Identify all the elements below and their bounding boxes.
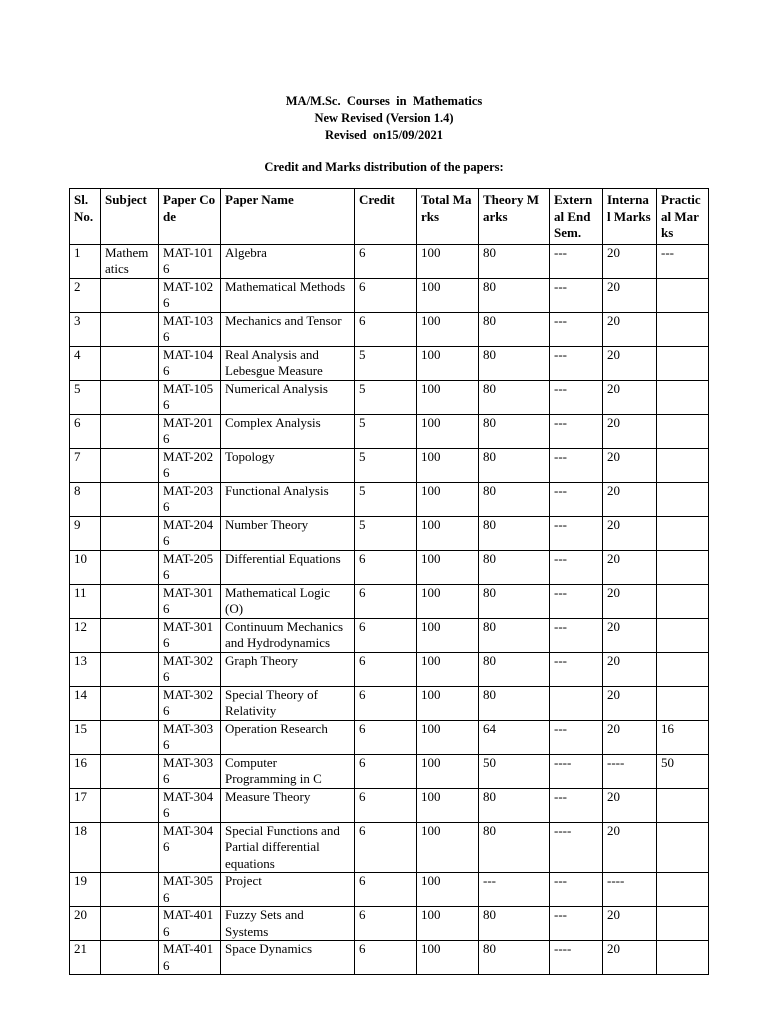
internal-marks-cell: 20	[603, 584, 657, 618]
internal-marks-cell: 20	[603, 312, 657, 346]
sl-no-cell: 21	[70, 941, 101, 975]
practical-marks-cell	[657, 941, 709, 975]
practical-marks-cell	[657, 652, 709, 686]
theory-marks-cell: 80	[479, 550, 550, 584]
theory-marks-cell: 64	[479, 720, 550, 754]
total-marks-cell: 100	[417, 652, 479, 686]
table-row	[70, 380, 709, 414]
total-marks-cell: 100	[417, 448, 479, 482]
paper-code-cell: MAT-2036	[159, 482, 221, 516]
paper-code-cell: MAT-4016	[159, 941, 221, 975]
subject-cell	[101, 941, 159, 975]
theory-marks-cell: 50	[479, 754, 550, 788]
header-cell: Practical Marks	[657, 189, 709, 245]
practical-marks-cell	[657, 550, 709, 584]
table-row	[70, 652, 709, 686]
paper-code-cell: MAT-1046	[159, 346, 221, 380]
table-row	[70, 941, 709, 975]
practical-marks-cell	[657, 380, 709, 414]
external-cell: ---	[550, 873, 603, 907]
paper-code-cell: MAT-2046	[159, 516, 221, 550]
internal-marks-cell: 20	[603, 346, 657, 380]
practical-marks-cell	[657, 584, 709, 618]
paper-name-cell: Complex Analysis	[221, 414, 355, 448]
practical-marks-cell	[657, 278, 709, 312]
practical-marks-cell	[657, 312, 709, 346]
theory-marks-cell: 80	[479, 618, 550, 652]
subject-cell	[101, 822, 159, 873]
practical-marks-cell: ---	[657, 244, 709, 278]
sl-no-cell: 3	[70, 312, 101, 346]
header-cell: Internal Marks	[603, 189, 657, 245]
paper-code-cell: MAT-1016	[159, 244, 221, 278]
sl-no-cell: 19	[70, 873, 101, 907]
sl-no-cell: 10	[70, 550, 101, 584]
table-row	[70, 414, 709, 448]
title-line: Revised on15/09/2021	[324, 128, 444, 142]
subject-cell	[101, 312, 159, 346]
paper-code-cell: MAT-3046	[159, 822, 221, 873]
paper-name-cell: Special Theory of Relativity	[221, 686, 355, 720]
table-row	[70, 822, 709, 873]
total-marks-cell: 100	[417, 482, 479, 516]
table-row	[70, 720, 709, 754]
practical-marks-cell	[657, 516, 709, 550]
subject-cell	[101, 873, 159, 907]
external-cell: ---	[550, 278, 603, 312]
total-marks-cell: 100	[417, 550, 479, 584]
table-row	[70, 754, 709, 788]
sl-no-cell: 17	[70, 788, 101, 822]
credit-cell: 6	[355, 754, 417, 788]
credit-cell: 6	[355, 686, 417, 720]
internal-marks-cell: 20	[603, 278, 657, 312]
theory-marks-cell: 80	[479, 516, 550, 550]
paper-name-cell: Graph Theory	[221, 652, 355, 686]
paper-code-cell: MAT-3046	[159, 788, 221, 822]
paper-name-cell: Algebra	[221, 244, 355, 278]
subject-cell	[101, 652, 159, 686]
sl-no-cell: 9	[70, 516, 101, 550]
table-header-row	[70, 189, 709, 245]
paper-code-cell: MAT-3026	[159, 686, 221, 720]
credit-cell: 5	[355, 516, 417, 550]
sl-no-cell: 16	[70, 754, 101, 788]
paper-code-cell: MAT-3036	[159, 754, 221, 788]
total-marks-cell: 100	[417, 720, 479, 754]
theory-marks-cell: 80	[479, 414, 550, 448]
external-cell: ---	[550, 516, 603, 550]
table-row	[70, 618, 709, 652]
external-cell: ---	[550, 720, 603, 754]
theory-marks-cell: 80	[479, 278, 550, 312]
paper-code-cell: MAT-2056	[159, 550, 221, 584]
header-cell: Subject	[101, 189, 159, 245]
course-table	[69, 188, 709, 975]
sl-no-cell: 5	[70, 380, 101, 414]
theory-marks-cell: 80	[479, 244, 550, 278]
paper-name-cell: Mathematical Methods	[221, 278, 355, 312]
paper-name-cell: Measure Theory	[221, 788, 355, 822]
table-row	[70, 550, 709, 584]
practical-marks-cell	[657, 822, 709, 873]
theory-marks-cell: 80	[479, 788, 550, 822]
credit-cell: 6	[355, 618, 417, 652]
total-marks-cell: 100	[417, 941, 479, 975]
credit-cell: 6	[355, 720, 417, 754]
total-marks-cell: 100	[417, 788, 479, 822]
table-row	[70, 907, 709, 941]
sl-no-cell: 20	[70, 907, 101, 941]
total-marks-cell: 100	[417, 584, 479, 618]
total-marks-cell: 100	[417, 278, 479, 312]
title-line: MA/M.Sc. Courses in Mathematics	[285, 94, 483, 108]
external-cell: ---	[550, 482, 603, 516]
total-marks-cell: 100	[417, 907, 479, 941]
theory-marks-cell: 80	[479, 686, 550, 720]
external-cell: ---	[550, 346, 603, 380]
paper-name-cell: Special Functions and Partial differential equations	[221, 822, 355, 873]
external-cell: ----	[550, 754, 603, 788]
paper-code-cell: MAT-3016	[159, 584, 221, 618]
credit-cell: 5	[355, 482, 417, 516]
paper-code-cell: MAT-1026	[159, 278, 221, 312]
paper-name-cell: Differential Equations	[221, 550, 355, 584]
paper-name-cell: Space Dynamics	[221, 941, 355, 975]
subject-cell	[101, 550, 159, 584]
subject-cell	[101, 686, 159, 720]
paper-code-cell: MAT-2016	[159, 414, 221, 448]
total-marks-cell: 100	[417, 244, 479, 278]
total-marks-cell: 100	[417, 414, 479, 448]
credit-cell: 6	[355, 822, 417, 873]
practical-marks-cell: 50	[657, 754, 709, 788]
paper-name-cell: Number Theory	[221, 516, 355, 550]
theory-marks-cell: 80	[479, 907, 550, 941]
credit-cell: 6	[355, 312, 417, 346]
header-cell: Paper Name	[221, 189, 355, 245]
external-cell: ---	[550, 618, 603, 652]
paper-code-cell: MAT-3026	[159, 652, 221, 686]
subject-cell	[101, 482, 159, 516]
credit-cell: 5	[355, 414, 417, 448]
theory-marks-cell: 80	[479, 346, 550, 380]
subject-cell	[101, 788, 159, 822]
credit-cell: 5	[355, 380, 417, 414]
subject-cell	[101, 346, 159, 380]
external-cell: ---	[550, 244, 603, 278]
theory-marks-cell: 80	[479, 584, 550, 618]
table-row	[70, 448, 709, 482]
table-row	[70, 584, 709, 618]
sl-no-cell: 8	[70, 482, 101, 516]
table-row	[70, 312, 709, 346]
table-row	[70, 788, 709, 822]
total-marks-cell: 100	[417, 312, 479, 346]
total-marks-cell: 100	[417, 873, 479, 907]
internal-marks-cell: 20	[603, 788, 657, 822]
sl-no-cell: 13	[70, 652, 101, 686]
paper-name-cell: Operation Research	[221, 720, 355, 754]
theory-marks-cell: 80	[479, 822, 550, 873]
external-cell: ---	[550, 788, 603, 822]
theory-marks-cell: 80	[479, 448, 550, 482]
sl-no-cell: 6	[70, 414, 101, 448]
internal-marks-cell: 20	[603, 550, 657, 584]
practical-marks-cell	[657, 686, 709, 720]
external-cell: ----	[550, 822, 603, 873]
practical-marks-cell	[657, 346, 709, 380]
total-marks-cell: 100	[417, 346, 479, 380]
external-cell: ---	[550, 907, 603, 941]
paper-name-cell: Project	[221, 873, 355, 907]
internal-marks-cell: ----	[603, 754, 657, 788]
paper-code-cell: MAT-1056	[159, 380, 221, 414]
external-cell: ---	[550, 414, 603, 448]
credit-cell: 6	[355, 873, 417, 907]
external-cell: ---	[550, 312, 603, 346]
practical-marks-cell: 16	[657, 720, 709, 754]
internal-marks-cell: 20	[603, 822, 657, 873]
external-cell: ---	[550, 380, 603, 414]
practical-marks-cell	[657, 873, 709, 907]
subject-cell	[101, 584, 159, 618]
external-cell: ---	[550, 448, 603, 482]
header-cell: Sl. No.	[70, 189, 101, 245]
sl-no-cell: 4	[70, 346, 101, 380]
internal-marks-cell: 20	[603, 686, 657, 720]
paper-name-cell: Real Analysis and Lebesgue Measure	[221, 346, 355, 380]
paper-name-cell: Continuum Mechanics and Hydrodynamics	[221, 618, 355, 652]
credit-cell: 6	[355, 550, 417, 584]
internal-marks-cell: 20	[603, 720, 657, 754]
paper-code-cell: MAT-3056	[159, 873, 221, 907]
table-row	[70, 346, 709, 380]
subject-cell	[101, 907, 159, 941]
credit-cell: 6	[355, 941, 417, 975]
total-marks-cell: 100	[417, 618, 479, 652]
internal-marks-cell: 20	[603, 907, 657, 941]
table-row	[70, 686, 709, 720]
total-marks-cell: 100	[417, 516, 479, 550]
external-cell: ----	[550, 941, 603, 975]
total-marks-cell: 100	[417, 754, 479, 788]
subject-cell	[101, 278, 159, 312]
header-cell: Theory Marks	[479, 189, 550, 245]
internal-marks-cell: 20	[603, 414, 657, 448]
internal-marks-cell: 20	[603, 618, 657, 652]
credit-cell: 6	[355, 652, 417, 686]
subject-cell	[101, 720, 159, 754]
internal-marks-cell: ----	[603, 873, 657, 907]
header-cell: Credit	[355, 189, 417, 245]
theory-marks-cell: ---	[479, 873, 550, 907]
total-marks-cell: 100	[417, 380, 479, 414]
paper-code-cell: MAT-1036	[159, 312, 221, 346]
credit-cell: 6	[355, 907, 417, 941]
theory-marks-cell: 80	[479, 652, 550, 686]
paper-name-cell: Mechanics and Tensor	[221, 312, 355, 346]
header-cell: Paper Code	[159, 189, 221, 245]
paper-name-cell: Numerical Analysis	[221, 380, 355, 414]
credit-cell: 5	[355, 448, 417, 482]
external-cell: ---	[550, 652, 603, 686]
external-cell: ---	[550, 550, 603, 584]
external-cell	[550, 686, 603, 720]
subject-cell	[101, 414, 159, 448]
total-marks-cell: 100	[417, 686, 479, 720]
sl-no-cell: 11	[70, 584, 101, 618]
practical-marks-cell	[657, 414, 709, 448]
credit-cell: 5	[355, 346, 417, 380]
internal-marks-cell: 20	[603, 482, 657, 516]
sl-no-cell: 7	[70, 448, 101, 482]
paper-code-cell: MAT-3016	[159, 618, 221, 652]
internal-marks-cell: 20	[603, 516, 657, 550]
subject-cell	[101, 516, 159, 550]
theory-marks-cell: 80	[479, 312, 550, 346]
credit-cell: 6	[355, 278, 417, 312]
table-body	[70, 244, 709, 975]
paper-name-cell: Fuzzy Sets and Systems	[221, 907, 355, 941]
theory-marks-cell: 80	[479, 941, 550, 975]
internal-marks-cell: 20	[603, 448, 657, 482]
sl-no-cell: 18	[70, 822, 101, 873]
paper-name-cell: Functional Analysis	[221, 482, 355, 516]
sl-no-cell: 14	[70, 686, 101, 720]
table-row	[70, 516, 709, 550]
document-header	[0, 93, 768, 176]
practical-marks-cell	[657, 907, 709, 941]
paper-name-cell: Computer Programming in C	[221, 754, 355, 788]
internal-marks-cell: 20	[603, 244, 657, 278]
paper-code-cell: MAT-3036	[159, 720, 221, 754]
practical-marks-cell	[657, 482, 709, 516]
theory-marks-cell: 80	[479, 380, 550, 414]
practical-marks-cell	[657, 618, 709, 652]
table-caption: Credit and Marks distribution of the papers:	[264, 160, 504, 174]
subject-cell: Mathematics	[101, 244, 159, 278]
practical-marks-cell	[657, 448, 709, 482]
header-cell: External End Sem.	[550, 189, 603, 245]
table-row	[70, 278, 709, 312]
credit-cell: 6	[355, 788, 417, 822]
table-row	[70, 873, 709, 907]
internal-marks-cell: 20	[603, 941, 657, 975]
internal-marks-cell: 20	[603, 652, 657, 686]
sl-no-cell: 15	[70, 720, 101, 754]
title-line: New Revised (Version 1.4)	[314, 111, 454, 125]
table-row	[70, 482, 709, 516]
paper-name-cell: Topology	[221, 448, 355, 482]
sl-no-cell: 12	[70, 618, 101, 652]
paper-name-cell: Mathematical Logic (O)	[221, 584, 355, 618]
credit-cell: 6	[355, 584, 417, 618]
header-cell: Total Marks	[417, 189, 479, 245]
paper-code-cell: MAT-2026	[159, 448, 221, 482]
credit-cell: 6	[355, 244, 417, 278]
subject-cell	[101, 754, 159, 788]
subject-cell	[101, 618, 159, 652]
paper-code-cell: MAT-4016	[159, 907, 221, 941]
external-cell: ---	[550, 584, 603, 618]
subject-cell	[101, 448, 159, 482]
subject-cell	[101, 380, 159, 414]
table-row	[70, 244, 709, 278]
sl-no-cell: 1	[70, 244, 101, 278]
internal-marks-cell: 20	[603, 380, 657, 414]
theory-marks-cell: 80	[479, 482, 550, 516]
total-marks-cell: 100	[417, 822, 479, 873]
sl-no-cell: 2	[70, 278, 101, 312]
practical-marks-cell	[657, 788, 709, 822]
